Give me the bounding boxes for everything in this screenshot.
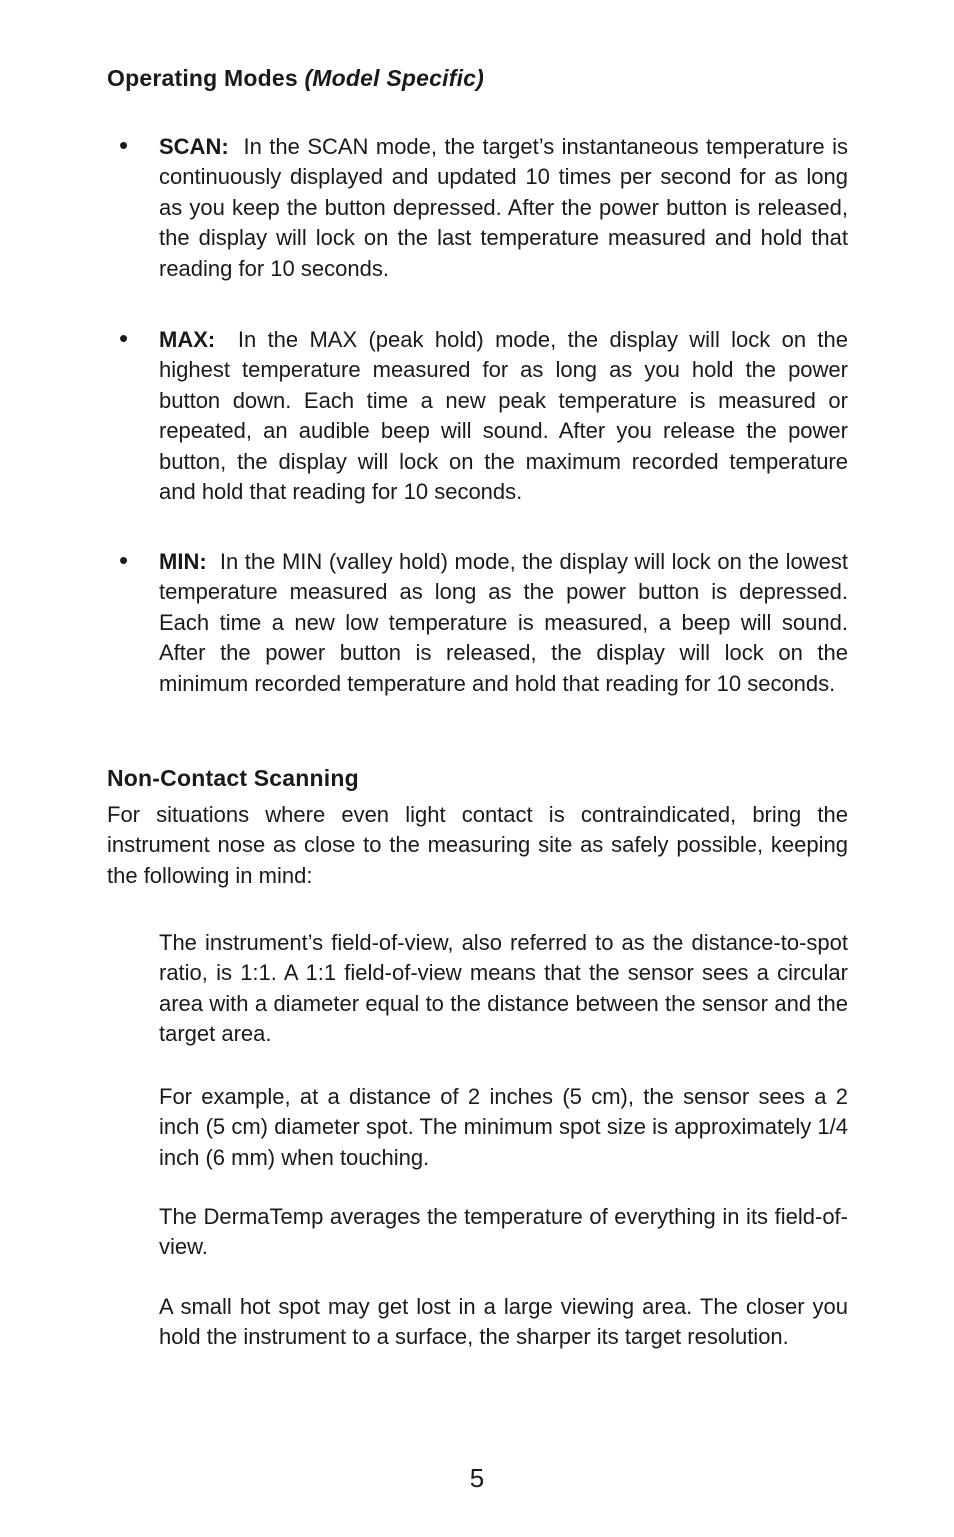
- bullet-icon: •: [119, 545, 129, 575]
- operating-modes-heading: [107, 63, 484, 93]
- non-contact-scanning-heading: Non-Contact Scanning: [107, 765, 359, 791]
- mode-label: MIN:: [159, 549, 207, 574]
- mode-label: MAX:: [159, 327, 216, 352]
- intro-paragraph: For situations where even light contact is contraindicated, bring the instrument nose as close to the measuring site as safely possible, keeping the following in mind:: [107, 802, 848, 888]
- field-of-view-paragraph: The instrument’s field-of-view, also referred to as the distance-to-spot ratio, is 1:1. A 1:1 field-of-view means that the sensor sees a circular area with a diameter equal to the distance between the sensor and the target area.: [159, 930, 848, 1047]
- mode-description: [159, 132, 848, 284]
- example-paragraph: For example, at a distance of 2 inches (5 cm), the sensor sees a 2 inch (5 cm) diameter spot. The minimum spot size is approximately 1/4 inch (6 mm) when touching.: [159, 1084, 848, 1170]
- mode-description: [159, 547, 848, 699]
- mode-text: In the SCAN mode, the target’s instantaneous temperature is continuously displayed and updated 10 times per second for as long as you keep the button depressed. After the power button is released, the display will lock on the last temperature measured and hold that reading for 10 seconds.: [159, 134, 848, 281]
- bullet-icon: •: [119, 130, 129, 160]
- mode-text: In the MIN (valley hold) mode, the display will lock on the lowest temperature measured as long as the power button is depressed. Each time a new low temperature is measured, a beep will sound. After the power button is released, the display will lock on the minimum recorded temperature and hold that reading for 10 seconds.: [159, 549, 848, 696]
- page-number: 5: [469, 1463, 485, 1493]
- averaging-paragraph: The DermaTemp averages the temperature of everything in its field-of-view.: [159, 1204, 848, 1260]
- bullet-icon: •: [119, 323, 129, 353]
- heading-text: Operating Modes: [107, 65, 298, 91]
- mode-label: SCAN:: [159, 134, 229, 159]
- hot-spot-paragraph: A small hot spot may get lost in a large viewing area. The closer you hold the instrument to a surface, the sharper its target resolution.: [159, 1294, 848, 1350]
- mode-text: In the MAX (peak hold) mode, the display will lock on the highest temperature measured for as long as you hold the power button down. Each time a new peak temperature is measured or repeated, an audible beep will sound. After you release the power button, the display will lock on the maximum recorded temperature and hold that reading for 10 seconds.: [159, 327, 848, 505]
- mode-description: [159, 325, 848, 507]
- heading-qualifier: (Model Specific): [304, 65, 485, 91]
